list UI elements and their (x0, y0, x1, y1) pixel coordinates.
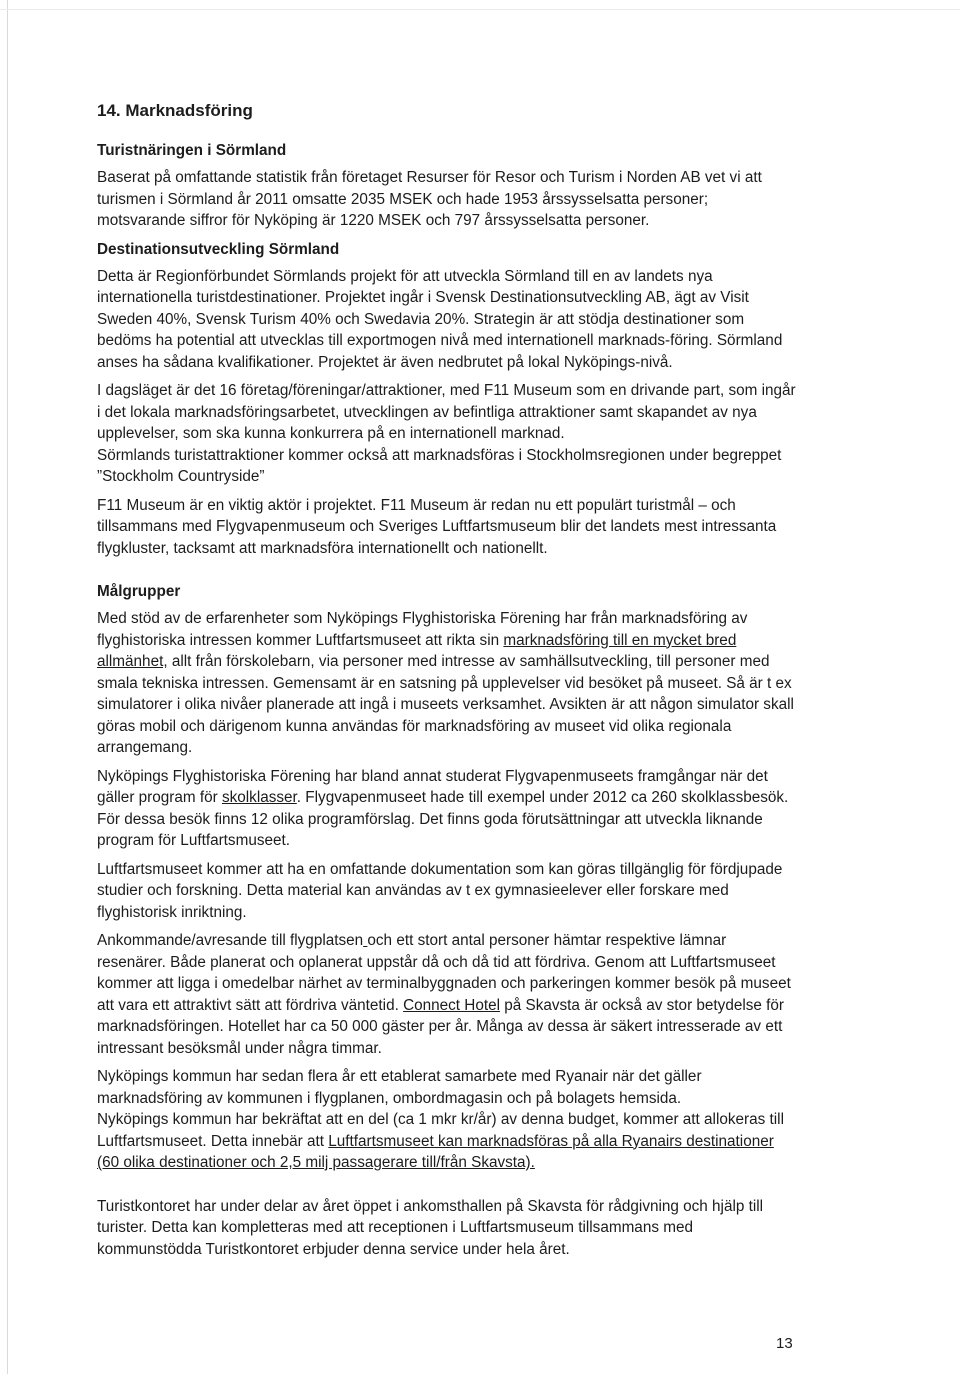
paragraph-targets-7: Turistkontoret har under delar av året öppet i ankomsthallen på Skavsta för rådgivning och hjälp till turister. Detta kan kompletteras med att receptionen i Luftfartsmuseum tillsammans med kommunstödda Turistkontoret erbjuder denna service under hela året. (97, 1197, 764, 1258)
page-number: 13 (776, 1335, 793, 1352)
document-page (97, 100, 797, 1267)
paragraph-destination-2-text: I dagsläget är det 16 företag/föreningar/attraktioner, med F11 Museum som en drivande part, som ingår i det lokala marknadsföringsarbetet, utvecklingen av befintliga attraktioner samt skapandet av nya upplevelser, som ska kunna konkurrera på en internationell marknad. (97, 382, 796, 442)
p1-text-b: allt från förskolebarn, via personer med intresse av samhällsutveckling, till personer med smala tekniska intressen. Gemensamt är en satsning på upplevelser vid besöket på museet. Så är t ex simulatorer i olika nivåer planerade att ingå i museets verksamhet. Avsikten är att någon simulator skall göras mobil och därigenom kunna användas för marknadsföring av museet vid olika regionala arrangemang. (97, 653, 794, 756)
section-title-destination: Destinationsutveckling Sörmland (97, 240, 340, 258)
paragraph-targets-1 (97, 608, 797, 759)
paragraph-targets-5: Nyköpings kommun har sedan flera år ett etablerat samarbete med Ryanair när det gäller marknadsföring av kommunen i flygplanen, ombordmagasin och på bolagets hemsida. (97, 1068, 702, 1107)
p1-underlined: marknadsföring till en mycket bred allmänhet, (97, 631, 737, 670)
paragraph-targets-4 (97, 930, 797, 1059)
scan-edge (7, 0, 8, 1374)
p6-text-a: Nyköpings kommun har bekräftat att en del (ca 1 mkr kr/år) av denna budget, kommer att allokeras till Luftfartsmuseet. Detta innebär att (97, 1111, 784, 1150)
paragraph-destination-2 (97, 380, 797, 488)
chapter-heading: 14. Marknadsföring (97, 101, 253, 120)
paragraph-targets-3: Luftfartsmuseet kommer att ha en omfattande dokumentation som kan göras tillgänglig för fördjupade studier och forskning. Detta material kan användas av t ex gymnasieelever eller forskare med flyghistorisk inriktning. (97, 860, 783, 921)
paragraph-targets-6 (97, 1109, 797, 1174)
section-title-targets: Målgrupper (97, 583, 181, 600)
p2-text-b: . Flygvapenmuseet hade till exempel under 2012 ca 260 skolklassbesök. För dessa besök finns 12 olika programförslag. Det finns goda förutsättningar att utveckla liknande program för Luftfartsmuseet. (97, 789, 789, 849)
section-title-tourism: Turistnäringen i Sörmland (97, 142, 287, 159)
p1-text-a: Med stöd av de erfarenheter som Nyköpings Flyghistoriska Förening har från marknadsföring av flyghistoriska intressen kommer Luftfartsmuseet att rikta sin (97, 610, 748, 649)
p6-underlined: Luftfartsmuseet kan marknadsföras på alla Ryanairs destinationer (60 olika destinationer och 2,5 milj passagerare till/från Skavsta). (97, 1132, 774, 1171)
p2-text-a: Nyköpings Flyghistoriska Förening har bland annat studerat Flygvapenmuseets framgångar när det gäller program för (97, 767, 768, 806)
paragraph-destination-3-text: Sörmlands turistattraktioner kommer också att marknadsföras i Stockholmsregionen under begreppet ”Stockholm Countryside” (97, 446, 782, 485)
p4-text-c: på Skavsta är också av stor betydelse för marknadsföringen. Hotellet har ca 50 000 gäster per år. Många av dessa är säkert intresserade av ett intressant besöksmål under några timmar. (97, 996, 784, 1057)
p4-text-b: och ett stort antal personer hämtar respektive lämnar resenärer. Både planerat och oplanerat uppstår då och då tid att fördriva. Genom att Luftfartsmuseet kommer att ligga i omedelbar närhet av terminalbyggnaden och parkeringen kommer besök på museet att vara ett attraktivt sätt att fördriva väntetid. (97, 932, 791, 1014)
scan-edge-top (0, 9, 960, 10)
p2-underlined: skolklasser (221, 789, 297, 806)
p4-underlined-hotel: Connect Hotel (403, 996, 501, 1014)
paragraph-tourism: Baserat på omfattande statistik från företaget Resurser för Resor och Turism i Norden AB vet vi att turismen i Sörmland år 2011 omsatte 2035 MSEK och hade 1953 årssysselsatta personer; motsvarande siffror för Nyköping är 1220 MSEK och 797 årssysselsatta personer. (97, 169, 762, 229)
paragraph-destination-4: F11 Museum är en viktig aktör i projektet. F11 Museum är redan nu ett populärt turistmål – och tillsammans med Flygvapenmuseum och Sveriges Luftfartsmuseum blir det landets mest intressanta flygkluster, tacksamt att marknadsföra internationellt och nationellt. (97, 496, 777, 557)
p4-text-a: Ankommande/avresande till flygplatsen (97, 932, 364, 949)
paragraph-destination-1: Detta är Regionförbundet Sörmlands projekt för att utveckla Sörmland till en av landets nya internationella turistdestinationer. Projektet ingår i Svensk Destinationsutveckling AB, ägt av Visit Sweden 40%, Svensk Turism 40% och Swedavia 20%. Strategin är att stödja destinationer som bedöms ha potential att utvecklas till exportmogen nivå med internationell marknads-föring. Sörmland anses ha sådana kvalifikationer. Projektet är även nedbrutet på lokal Nyköpings-nivå. (97, 267, 783, 371)
paragraph-targets-2 (97, 766, 797, 852)
